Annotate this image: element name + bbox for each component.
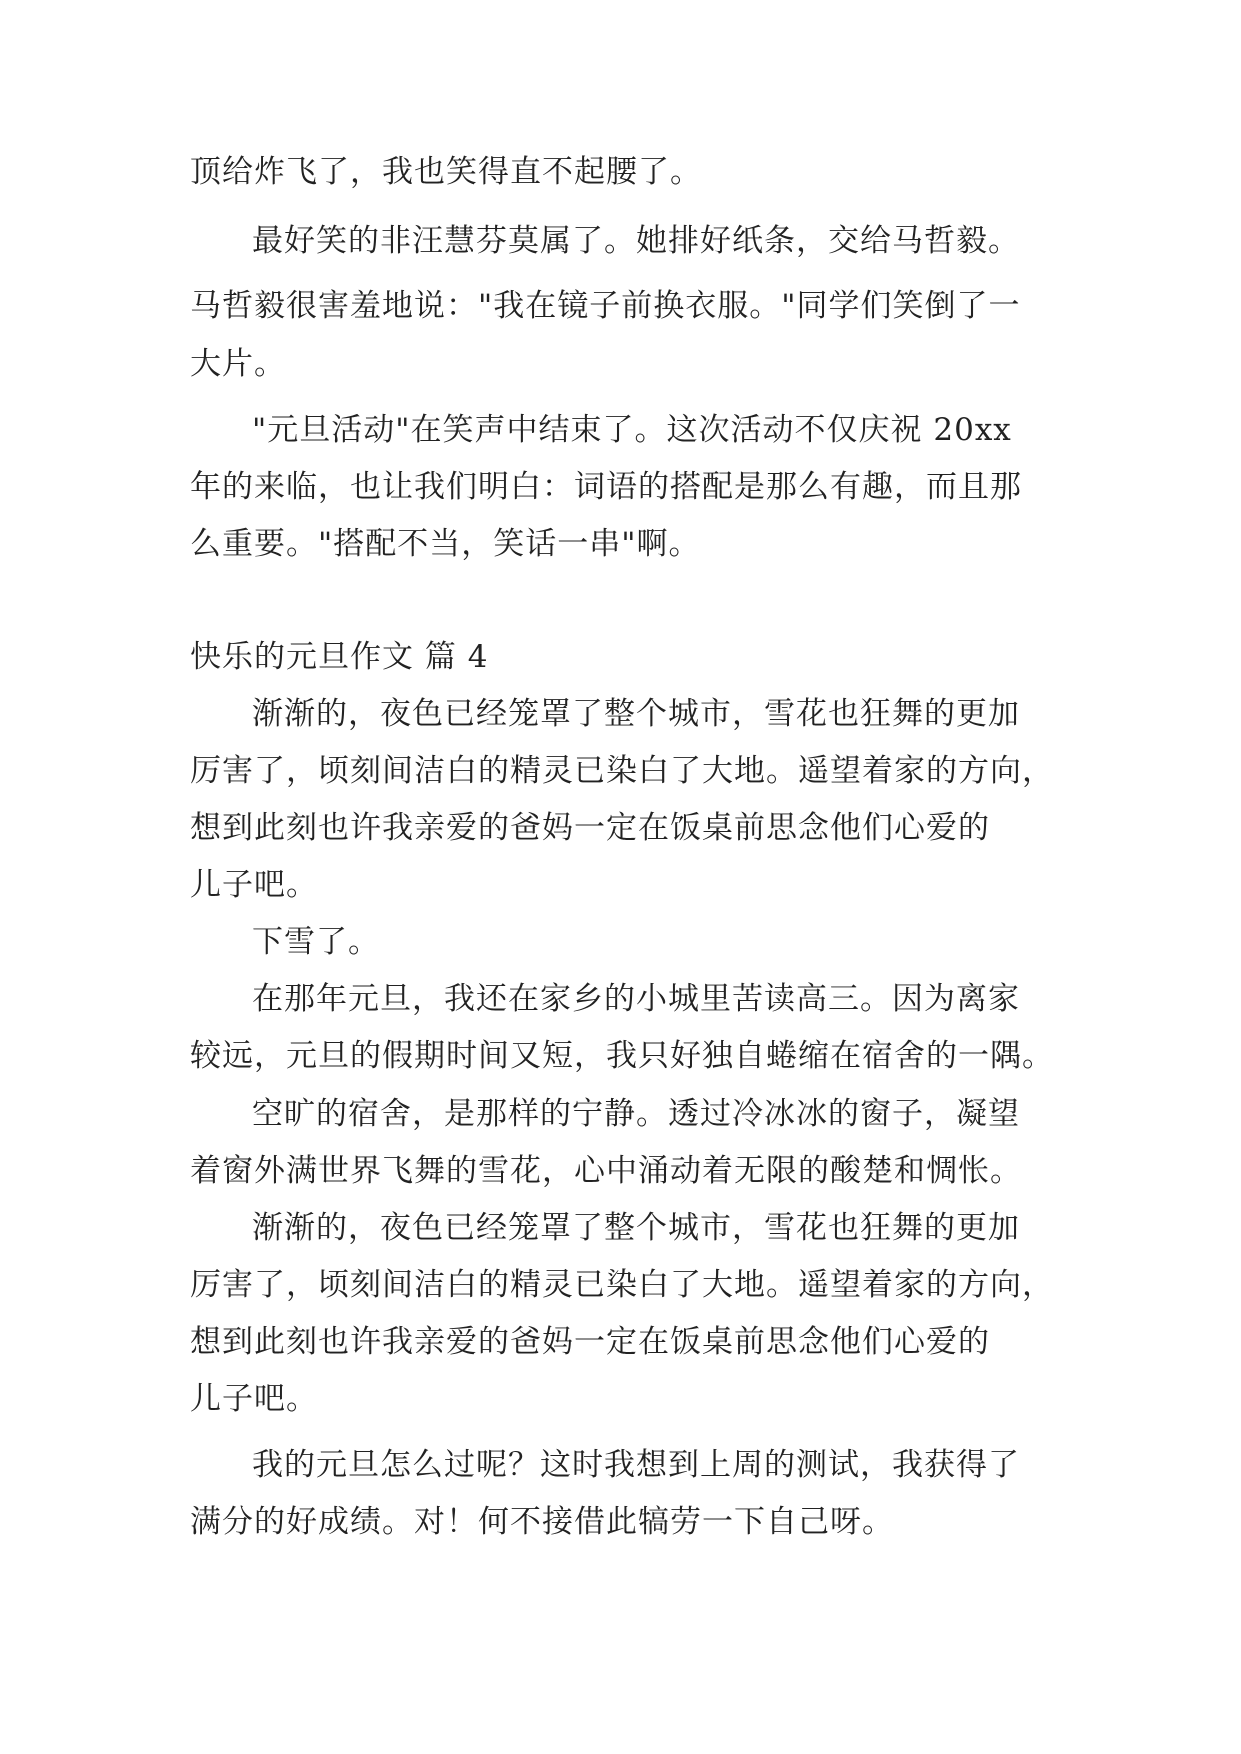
text-line: 满分的好成绩。对！何不接借此犒劳一下自己呀。 <box>190 1504 894 1540</box>
text-line: 么重要。"搭配不当，笑话一串"啊。 <box>190 526 701 562</box>
text-line: 马哲毅很害羞地说："我在镜子前换衣服。"同学们笑倒了一 <box>190 288 1021 324</box>
text-line: "元旦活动"在笑声中结束了。这次活动不仅庆祝 20xx <box>252 412 1012 448</box>
text-line: 渐渐的，夜色已经笼罩了整个城市，雪花也狂舞的更加 <box>252 696 1020 732</box>
section-heading: 快乐的元旦作文 篇 4 <box>190 639 489 675</box>
text-line: 较远，元旦的假期时间又短，我只好独自蜷缩在宿舍的一隅。 <box>190 1038 1054 1074</box>
text-line: 在那年元旦，我还在家乡的小城里苦读高三。因为离家 <box>252 981 1020 1017</box>
text-line: 大片。 <box>190 346 286 382</box>
text-line: 儿子吧。 <box>190 867 318 903</box>
text-line: 我的元旦怎么过呢？这时我想到上周的测试，我获得了 <box>252 1447 1020 1483</box>
text-line: 厉害了，顷刻间洁白的精灵已染白了大地。遥望着家的方向， <box>190 1267 1054 1303</box>
text-line: 年的来临，也让我们明白：词语的搭配是那么有趣，而且那 <box>190 469 1022 505</box>
text-line: 想到此刻也许我亲爱的爸妈一定在饭桌前思念他们心爱的 <box>190 810 990 846</box>
text-line: 渐渐的，夜色已经笼罩了整个城市，雪花也狂舞的更加 <box>252 1210 1020 1246</box>
text-line: 下雪了。 <box>252 924 380 960</box>
text-line: 厉害了，顷刻间洁白的精灵已染白了大地。遥望着家的方向， <box>190 753 1054 789</box>
text-line: 最好笑的非汪慧芬莫属了。她排好纸条，交给马哲毅。 <box>252 223 1020 259</box>
text-line: 顶给炸飞了，我也笑得直不起腰了。 <box>190 154 702 190</box>
text-line: 着窗外满世界飞舞的雪花，心中涌动着无限的酸楚和惆怅。 <box>190 1153 1022 1189</box>
text-line: 空旷的宿舍，是那样的宁静。透过冷冰冰的窗子，凝望 <box>252 1096 1020 1132</box>
text-line: 儿子吧。 <box>190 1381 318 1417</box>
text-line: 想到此刻也许我亲爱的爸妈一定在饭桌前思念他们心爱的 <box>190 1324 990 1360</box>
